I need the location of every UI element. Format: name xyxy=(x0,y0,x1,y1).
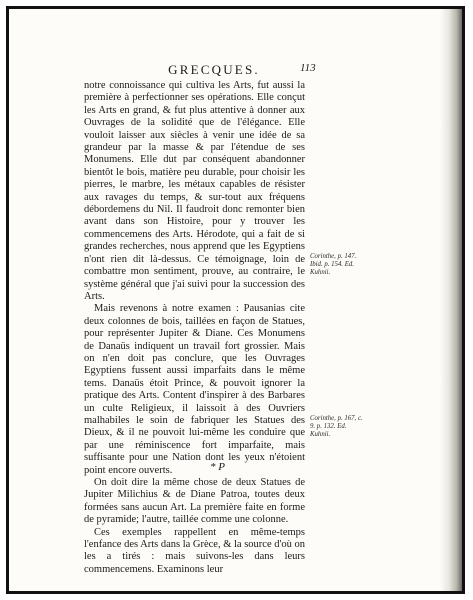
body-text xyxy=(84,80,305,576)
paragraph-2: Mais revenons à notre examen : Pausanias cite deux colonnes de bois, taillées en façon de Statues, pour représenter Jupiter & Diane. Ces Monumens de Danaüs indiquent un travail fort grossier. Mais on n'en doit pas conclure, que les Ouvrages Egyptiens fussent aussi imparfaits dans le même tems. Danaüs étoit Prince, & pouvoit ignorer la pratique des Arts. Content d'inspirer à des Barbares un culte Religieux, il laissoit à des Ouvriers malhabiles le soin de fabriquer les Statues des Dieux, & il ne pouvoit lui-même les conduire que par une réminiscence fort imparfaite, mais suffisante pour une Nation dont les yeux n'étoient point encore ouverts. xyxy=(84,303,305,476)
signature-mark: * P xyxy=(210,461,225,473)
margin-note-1: Corinthe, p. 147. Ibid. p. 154. Ed. Kuhnii. xyxy=(310,253,357,276)
book-spine-shadow xyxy=(440,9,462,591)
running-head: GRECQUES. xyxy=(168,62,260,77)
page-number: 113 xyxy=(300,62,316,74)
margin-note-2: Corinthe, p. 167, c. 9. p. 132. Ed. Kuhnii. xyxy=(310,415,363,438)
paragraph-1: notre connoissance qui cultiva les Arts, fut aussi la première à perfectionner ses opérations. Elle conçut les Arts en grand, & fut plus attentive à donner aux Ouvrages de la solidité que de l'élégance. Elle vouloit laisser aux siècles à venir une idée de sa grandeur par la masse & par l'étendue de ses Monumens. Elle dut par conséquent abandonner bientôt le bois, matière peu durable, pour choisir les pierres, le marbre, les métaux capables de résister aux ravages du temps, & sur-tout aux fréquens débordemens du Nil. Il faudroit donc remonter bien avant dans son Histoire, pour y trouver les commencemens des Arts. Hérodote, qui a fait de si grandes recherches, nous apprend que les Egyptiens n'ont rien dit là-dessus. Ce témoignage, loin de combattre mon sentiment, prouve, au contraire, le système général que j'ai suivi pour la succession des Arts. xyxy=(84,80,305,302)
paragraph-3: On doit dire la même chose de deux Statues de Jupiter Milichius & de Diane Patroa, toutes deux formées sans aucun Art. La première faite en forme de pyramide; l'autre, taillée comme une colonne. xyxy=(84,477,305,526)
paragraph-4: Ces exemples rappellent en même-temps l'enfance des Arts dans la Grèce, & la source d'où on les a tirés : mais suivons-les dans leurs commencemens. Examinons leur xyxy=(84,526,305,575)
